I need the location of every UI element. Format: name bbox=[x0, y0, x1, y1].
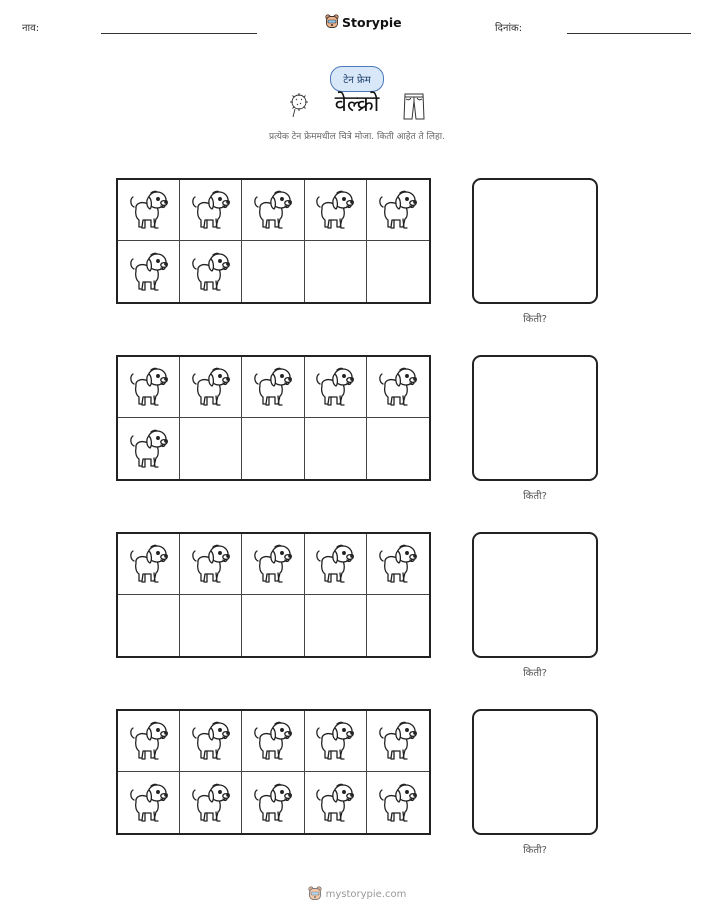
name-label: नाव: bbox=[22, 23, 40, 34]
brand-name: Storypie bbox=[342, 14, 402, 30]
answer-box-2[interactable] bbox=[472, 355, 598, 481]
velcro-burr-icon bbox=[288, 92, 310, 118]
frame-cell bbox=[305, 595, 367, 656]
answer-box-3[interactable] bbox=[472, 532, 598, 658]
frame-cell bbox=[305, 711, 367, 772]
puppy-icon bbox=[190, 718, 232, 764]
frame-cell bbox=[180, 241, 242, 302]
frame-cell bbox=[367, 595, 429, 656]
date-label: दिनांक: bbox=[495, 23, 523, 34]
puppy-icon bbox=[314, 187, 356, 233]
puppy-icon bbox=[377, 364, 419, 410]
frame-cell bbox=[118, 772, 180, 833]
ten-frame-2 bbox=[116, 355, 431, 481]
puppy-icon bbox=[377, 718, 419, 764]
frame-cell bbox=[118, 241, 180, 302]
frame-cell bbox=[305, 772, 367, 833]
puppy-icon bbox=[190, 187, 232, 233]
puppy-icon bbox=[377, 187, 419, 233]
date-line[interactable] bbox=[567, 33, 691, 34]
frame-cell bbox=[242, 595, 304, 656]
frame-cell bbox=[367, 534, 429, 595]
puppy-icon bbox=[314, 718, 356, 764]
frame-cell bbox=[180, 357, 242, 418]
footer bbox=[0, 886, 714, 902]
bear-mascot-icon bbox=[308, 886, 322, 902]
puppy-icon bbox=[377, 780, 419, 826]
frame-cell bbox=[242, 357, 304, 418]
frame-cell bbox=[118, 711, 180, 772]
frame-cell bbox=[118, 595, 180, 656]
puppy-icon bbox=[252, 718, 294, 764]
puppy-icon bbox=[314, 780, 356, 826]
frame-cell bbox=[305, 241, 367, 302]
bear-mascot-icon bbox=[325, 14, 339, 30]
title-word: वेल्क्रो bbox=[334, 92, 380, 117]
puppy-icon bbox=[190, 249, 232, 295]
frame-cell bbox=[180, 180, 242, 241]
how-many-label-3: किती? bbox=[523, 668, 547, 679]
frame-cell bbox=[242, 180, 304, 241]
frame-cell bbox=[367, 711, 429, 772]
frame-cell bbox=[367, 241, 429, 302]
ten-frame-3 bbox=[116, 532, 431, 658]
frame-cell bbox=[305, 357, 367, 418]
frame-cell bbox=[305, 180, 367, 241]
puppy-icon bbox=[252, 780, 294, 826]
puppy-icon bbox=[190, 780, 232, 826]
ten-frame-1 bbox=[116, 178, 431, 304]
pants-icon bbox=[402, 92, 426, 120]
frame-cell bbox=[242, 241, 304, 302]
frame-cell bbox=[367, 357, 429, 418]
puppy-icon bbox=[128, 718, 170, 764]
frame-cell bbox=[118, 418, 180, 479]
puppy-icon bbox=[252, 364, 294, 410]
frame-cell bbox=[180, 534, 242, 595]
frame-cell bbox=[305, 534, 367, 595]
answer-box-4[interactable] bbox=[472, 709, 598, 835]
answer-box-1[interactable] bbox=[472, 178, 598, 304]
puppy-icon bbox=[314, 364, 356, 410]
frame-cell bbox=[242, 418, 304, 479]
puppy-icon bbox=[314, 541, 356, 587]
puppy-icon bbox=[128, 780, 170, 826]
footer-url: mystorypie.com bbox=[325, 888, 407, 900]
frame-cell bbox=[180, 595, 242, 656]
puppy-icon bbox=[128, 187, 170, 233]
puppy-icon bbox=[128, 249, 170, 295]
frame-cell bbox=[118, 534, 180, 595]
frame-cell bbox=[118, 357, 180, 418]
instructions: प्रत्येक टेन फ्रेममधील चित्रे मोजा. किती आहेत ते लिहा. bbox=[269, 132, 445, 142]
how-many-label-1: किती? bbox=[523, 314, 547, 325]
puppy-icon bbox=[252, 541, 294, 587]
frame-cell bbox=[242, 711, 304, 772]
puppy-icon bbox=[190, 364, 232, 410]
frame-cell bbox=[180, 711, 242, 772]
how-many-label-2: किती? bbox=[523, 491, 547, 502]
frame-cell bbox=[242, 772, 304, 833]
puppy-icon bbox=[377, 541, 419, 587]
puppy-icon bbox=[128, 541, 170, 587]
frame-cell bbox=[180, 772, 242, 833]
frame-cell bbox=[180, 418, 242, 479]
frame-cell bbox=[367, 772, 429, 833]
frame-cell bbox=[118, 180, 180, 241]
storypie-logo bbox=[325, 14, 402, 30]
name-line[interactable] bbox=[101, 33, 257, 34]
puppy-icon bbox=[128, 364, 170, 410]
puppy-icon bbox=[252, 187, 294, 233]
how-many-label-4: किती? bbox=[523, 845, 547, 856]
frame-cell bbox=[367, 180, 429, 241]
ten-frame-4 bbox=[116, 709, 431, 835]
puppy-icon bbox=[190, 541, 232, 587]
topic-badge: टेन फ्रेम bbox=[330, 66, 384, 92]
frame-cell bbox=[242, 534, 304, 595]
puppy-icon bbox=[128, 426, 170, 472]
frame-cell bbox=[305, 418, 367, 479]
frame-cell bbox=[367, 418, 429, 479]
